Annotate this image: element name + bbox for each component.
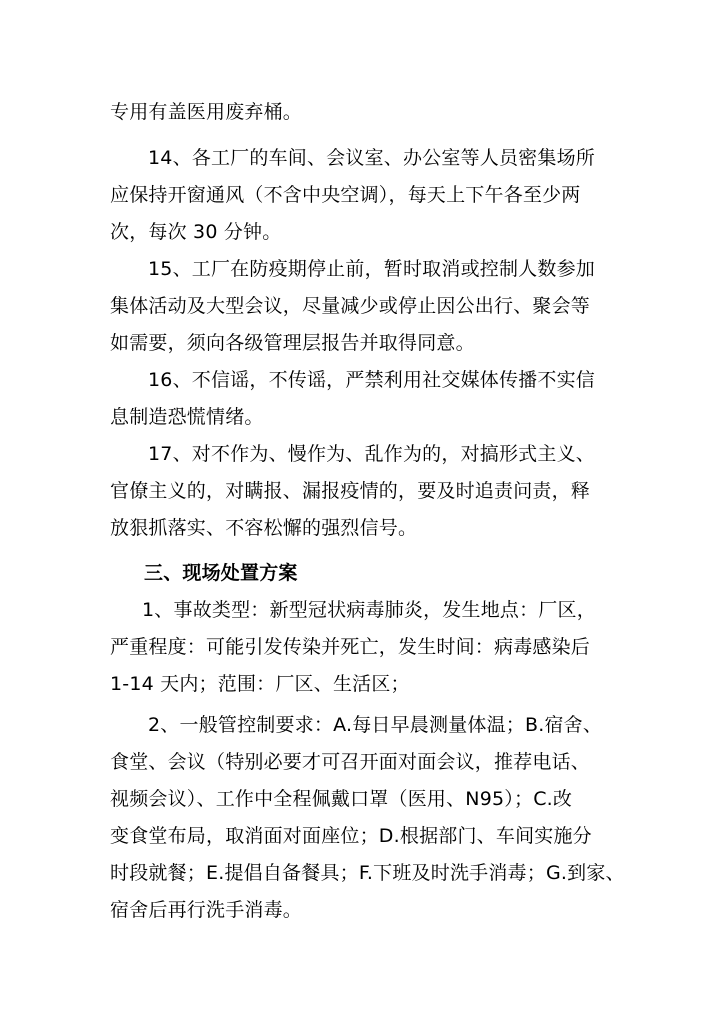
- item-17-line-2: 官僚主义的，对瞒报、漏报疫情的，要及时追责问责，释: [110, 480, 591, 502]
- case-2-line-6: 宿舍后再行洗手消毒。: [110, 899, 303, 921]
- item-14-line-2: 应保持开窗通风（不含中央空调），每天上下午各至少两: [110, 184, 581, 206]
- case-2-line-5: 时段就餐；E.提倡自备餐具；F.下班及时洗手消毒；G.到家、: [110, 862, 625, 884]
- case-2-line-1: 2、一般管控制要求：A.每日早晨测量体温；B.宿舍、: [148, 714, 603, 736]
- item-15-line-1: 15、工厂在防疫期停止前，暂时取消或控制人数参加: [148, 258, 595, 280]
- case-2-line-2: 食堂、会议（特别必要才可召开面对面会议，推荐电话、: [110, 751, 591, 773]
- case-1-line-3: 1-14 天内；范围：厂区、生活区；: [110, 673, 410, 695]
- case-2-line-3: 视频会议）、工作中全程佩戴口罩（医用、N95）；C.改: [110, 788, 573, 810]
- case-2-line-4: 变食堂布局，取消面对面座位；D.根据部门、车间实施分: [110, 825, 592, 847]
- item-15-line-2: 集体活动及大型会议，尽量减少或停止因公出行、聚会等: [110, 295, 591, 317]
- item-17-line-1: 17、对不作为、慢作为、乱作为的，对搞形式主义、: [148, 443, 595, 465]
- item-16-line-2: 息制造恐慌情绪。: [110, 406, 264, 428]
- item-14-line-1: 14、各工厂的车间、会议室、办公室等人员密集场所: [148, 147, 595, 169]
- case-1-line-1: 1、事故类型：新型冠状病毒肺炎，发生地点：厂区，: [142, 599, 596, 621]
- item-16-line-1: 16、不信谣，不传谣，严禁利用社交媒体传播不实信: [148, 369, 595, 391]
- item-17-line-3: 放狠抓落实、不容松懈的强烈信号。: [110, 517, 418, 539]
- text-line-1: 专用有盖医用废弃桶。: [110, 101, 303, 123]
- item-15-line-3: 如需要，须向各级管理层报告并取得同意。: [110, 332, 475, 354]
- case-1-line-2: 严重程度：可能引发传染并死亡，发生时间：病毒感染后: [110, 636, 591, 658]
- section-heading: 三、现场处置方案: [144, 562, 298, 584]
- item-14-line-3: 次，每次 30 分钟。: [110, 221, 282, 243]
